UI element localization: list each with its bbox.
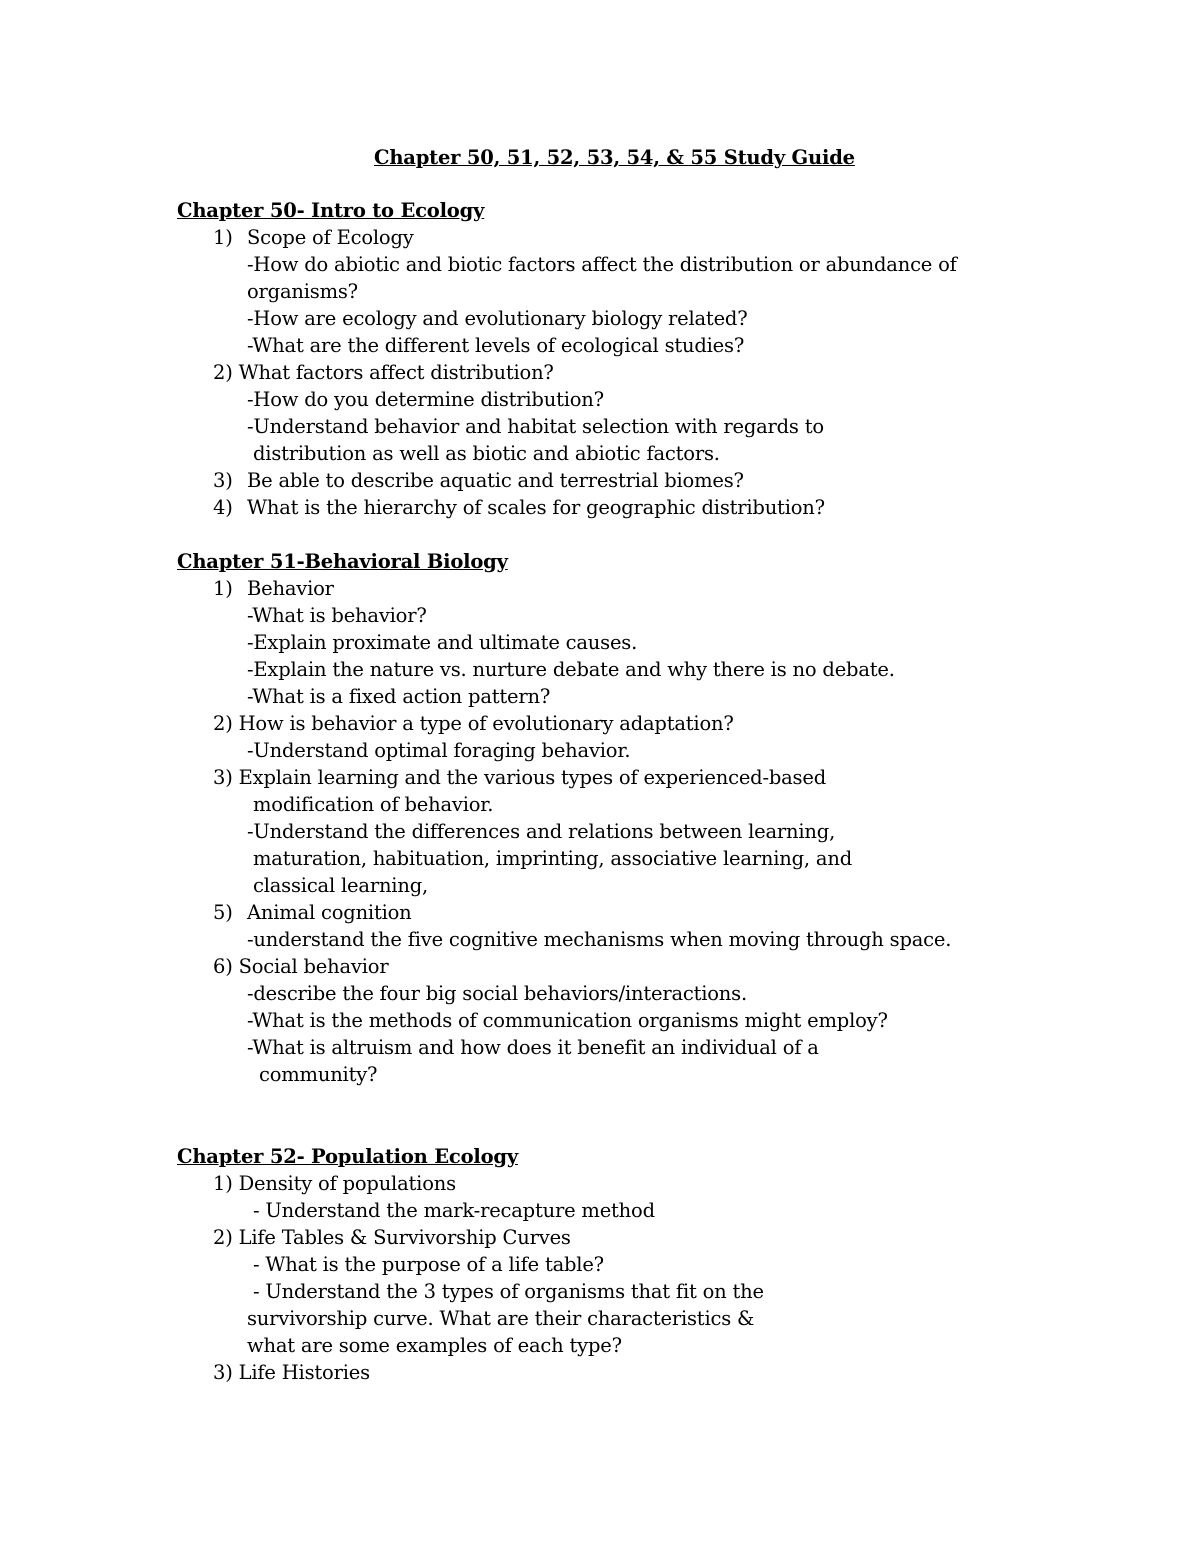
ch50-item-1-question-2: -How are ecology and evolutionary biology related? bbox=[247, 307, 748, 330]
ch51-item-6-question-3a: -What is altruism and how does it benefit an individual of a bbox=[247, 1036, 819, 1059]
ch50-item-4 bbox=[213, 494, 825, 521]
ch51-item-3a: 3) Explain learning and the various types of experienced-based bbox=[213, 766, 826, 789]
item-text: Scope of Ecology bbox=[247, 226, 414, 249]
ch51-item-5-question-1: -understand the five cognitive mechanisms when moving through space. bbox=[247, 928, 952, 951]
ch51-item-3-question-1c: classical learning, bbox=[253, 874, 428, 897]
ch50-item-3 bbox=[213, 467, 744, 494]
item-number: 4) bbox=[213, 496, 233, 519]
ch50-item-1-question-1b: organisms? bbox=[247, 280, 358, 303]
ch51-item-5 bbox=[213, 899, 412, 926]
ch51-item-2: 2) How is behavior a type of evolutionary adaptation? bbox=[213, 712, 734, 735]
ch51-item-3-question-1b: maturation, habituation, imprinting, associative learning, and bbox=[253, 847, 852, 870]
ch50-item-2-question-2b: distribution as well as biotic and abiotic factors. bbox=[253, 442, 720, 465]
item-text: Be able to describe aquatic and terrestrial biomes? bbox=[247, 469, 744, 492]
ch51-item-6-question-1: -describe the four big social behaviors/interactions. bbox=[247, 982, 747, 1005]
ch52-item-3: 3) Life Histories bbox=[213, 1361, 370, 1384]
chapter-51-heading: Chapter 51-Behavioral Biology bbox=[177, 550, 508, 573]
ch51-item-6-question-2: -What is the methods of communication organisms might employ? bbox=[247, 1009, 888, 1032]
ch52-item-2: 2) Life Tables & Survivorship Curves bbox=[213, 1226, 571, 1249]
ch52-item-2-question-1: - What is the purpose of a life table? bbox=[253, 1253, 604, 1276]
chapter-50-heading: Chapter 50- Intro to Ecology bbox=[177, 199, 485, 222]
ch51-item-1-question-1: -What is behavior? bbox=[247, 604, 427, 627]
ch50-item-1-question-1a: -How do abiotic and biotic factors affect the distribution or abundance of bbox=[247, 253, 957, 276]
ch52-item-2-question-2a: - Understand the 3 types of organisms that fit on the bbox=[253, 1280, 764, 1303]
ch52-item-1: 1) Density of populations bbox=[213, 1172, 456, 1195]
item-number: 1) bbox=[213, 577, 233, 600]
ch50-item-1-question-3: -What are the different levels of ecological studies? bbox=[247, 334, 745, 357]
item-number: 5) bbox=[213, 901, 233, 924]
ch52-item-1-question-1: - Understand the mark-recapture method bbox=[253, 1199, 655, 1222]
chapter-52-heading: Chapter 52- Population Ecology bbox=[177, 1145, 518, 1168]
ch52-item-2-question-2b: survivorship curve. What are their characteristics & bbox=[247, 1307, 755, 1330]
document-title: Chapter 50, 51, 52, 53, 54, & 55 Study Guide bbox=[374, 146, 855, 169]
item-number: 3) bbox=[213, 469, 233, 492]
ch51-item-6: 6) Social behavior bbox=[213, 955, 389, 978]
ch50-item-2: 2) What factors affect distribution? bbox=[213, 361, 554, 384]
item-text: Animal cognition bbox=[247, 901, 412, 924]
ch50-item-2-question-1: -How do you determine distribution? bbox=[247, 388, 604, 411]
ch51-item-1-question-4: -What is a fixed action pattern? bbox=[247, 685, 551, 708]
ch51-item-2-question-1: -Understand optimal foraging behavior. bbox=[247, 739, 631, 762]
ch51-item-6-question-3b: community? bbox=[259, 1063, 378, 1086]
item-text: What is the hierarchy of scales for geographic distribution? bbox=[247, 496, 825, 519]
ch51-item-3-question-1a: -Understand the differences and relations between learning, bbox=[247, 820, 836, 843]
ch52-item-2-question-2c: what are some examples of each type? bbox=[247, 1334, 622, 1357]
item-text: Behavior bbox=[247, 577, 334, 600]
ch51-item-1-question-2: -Explain proximate and ultimate causes. bbox=[247, 631, 638, 654]
ch51-item-3b: modification of behavior. bbox=[253, 793, 494, 816]
ch50-item-2-question-2a: -Understand behavior and habitat selection with regards to bbox=[247, 415, 824, 438]
ch51-item-1-question-3: -Explain the nature vs. nurture debate and why there is no debate. bbox=[247, 658, 895, 681]
ch50-item-1 bbox=[213, 224, 414, 251]
ch51-item-1 bbox=[213, 575, 334, 602]
item-number: 1) bbox=[213, 226, 233, 249]
